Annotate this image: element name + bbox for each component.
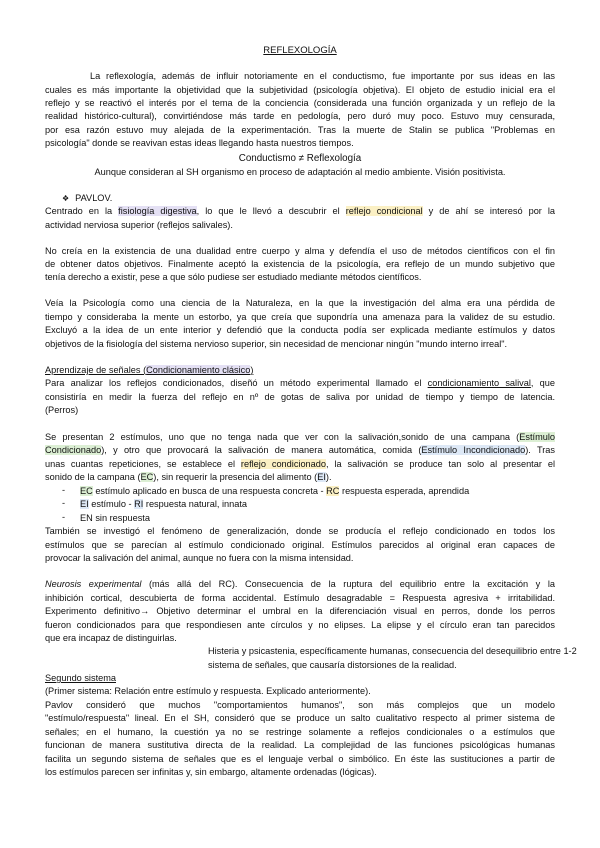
pavlov-p1-line-1: Centrado en la fisiología digestiva, lo que le llevó a descubrir el reflejo condicional y de ahí se interesó por la xyxy=(45,206,555,216)
aprendizaje-p1-line-2: consistiría en medir la fuerza del reflejo en nº de gotas de saliva por unidad de tiempo y tiempo de latencia. xyxy=(45,392,555,402)
segundo-sub: (Primer sistema: Relación entre estímulo y respuesta. Explicado anteriormente). xyxy=(45,686,371,696)
bullet-en: EN sin respuesta xyxy=(80,513,150,523)
aprendizaje-p1-line-3: (Perros) xyxy=(45,405,79,415)
intro-line-2: cuales es más importante la objetividad que la subjetividad (psicología objetiva). El objeto de estudio inicial era el xyxy=(45,85,555,95)
intro-line-4: realidad histórico-cultural), convirtiéndose más tarde en pedología, pero duró muy poco. Estuvo muy censurada, xyxy=(45,111,555,121)
segundo-line-6: los estímulos parecen ser infinitas y, sin embargo, altamente ordenadas (lógicas). xyxy=(45,767,377,777)
neurosis-indent-2: sistema de señales, que causaría distorsiones de la realidad. xyxy=(208,660,457,670)
aunque-line: Aunque consideran al SH organismo en proceso de adaptación al medio ambiente. Visión positivista. xyxy=(94,167,506,177)
bullet-ec: EC estímulo aplicado en busca de una respuesta concreta - RC respuesta esperada, aprendida xyxy=(80,486,470,496)
pavlov-p2-line-2: de obtener datos objetivos. Finalmente aceptó la existencia de la psicología, era reflejo de un mundo subjetivo que xyxy=(45,259,555,269)
aprendizaje-p2-line-2: Condicionado), y otro que provocará la salivación de manera automática, comida (Estímulo Incondicionado). Tras xyxy=(45,445,555,455)
highlight-estimulo-incondicionado: Estímulo Incondicionado xyxy=(421,445,526,455)
segundo-line-5: facilita un segundo sistema de señales que es el lenguaje verbal o simbólico. En éste las sustituciones a partir de xyxy=(45,754,555,764)
highlight-reflejo-condicional: reflejo condicional xyxy=(345,206,423,216)
neurosis-line-5: que era incapaz de distinguirlas. xyxy=(45,633,177,643)
neurosis-line-1: Neurosis experimental (más allá del RC). Consecuencia de la ruptura del equilibrio entre la excitación y la xyxy=(45,579,555,589)
highlight-ei: EI xyxy=(317,472,326,482)
intro-line-3: reflejo y se reactivó el interés por el tema de la conciencia (considerada una función organizada y un reflejo de la xyxy=(45,98,555,108)
neurosis-term: Neurosis experimental xyxy=(45,579,142,589)
highlight-ec: EC xyxy=(140,472,154,482)
pavlov-p3-line-1: Veía la Psicología como una ciencia de la Naturaleza, en la que la investigación del alma era una pérdida de xyxy=(45,298,555,308)
intro-line-5: por esa razón estuvo muy alejada de la experimentación. Tras la muerte de Stalin se publica "Problemas en xyxy=(45,125,555,135)
aprendizaje-p3-line-3: provocar la salivación del animal, aunque no fuera con la misma intensidad. xyxy=(45,553,354,563)
aprendizaje-p1-line-1: Para analizar los reflejos condicionados, diseñó un método experimental llamado el condicionamiento salival, que xyxy=(45,378,555,388)
pavlov-p3-line-3: Excluyó a la idea de un ente interior y defendió que la conducta podía ser explicada mediante estímulos y datos xyxy=(45,325,555,335)
neurosis-line-3: Experimento definitivo→ Objetivo determinar el umbral en la diferenciación visual en perros, donde los perros xyxy=(45,606,555,616)
neurosis-line-2: inhibición cortical, descubierta de forma accidental. Estímulo desagradable = Respuesta agresiva + irritabilidad. xyxy=(45,593,555,603)
highlight-estimulo: Estímulo xyxy=(519,432,555,442)
pavlov-heading-text: PAVLOV. xyxy=(75,193,113,203)
bullet-dash: - xyxy=(62,485,66,495)
highlight-condicionamiento-clasico: Condicionamiento clásico xyxy=(146,365,251,375)
diamond-bullet-icon: ❖ xyxy=(62,194,70,203)
highlight-condicionado: Condicionado xyxy=(45,445,102,455)
aprendizaje-p3-line-1: También se investigó el fenómeno de generalización, donde se producía el reflejo condicionado en todos los xyxy=(45,526,555,536)
pavlov-heading xyxy=(62,192,112,205)
segundo-heading: Segundo sistema xyxy=(45,673,116,683)
segundo-line-3: señales; en el humano, la cuestión ya no se restringe solamente a reflejos condicionales o a estímulos que xyxy=(45,727,555,737)
conductismo-heading: Conductismo ≠ Reflexología xyxy=(238,153,362,164)
neurosis-indent-1: Histeria y psicastenia, específicamente humanas, consecuencia del desequilibrio entre 1-2 xyxy=(208,646,577,656)
aprendizaje-p2-line-3: unas cuantas repeticiones, se establece el reflejo condicionado, la salivación se produce tan solo al presentar el xyxy=(45,459,555,469)
segundo-line-4: funcionan de manera sustitutiva directa de la realidad. La complejidad de las funciones psicológicas humanas xyxy=(45,740,555,750)
pavlov-p2-line-1: No creía en la existencia de una dualidad entre cuerpo y alma y defendía el uso de métodos científicos con el fin xyxy=(45,246,555,256)
condicionamiento-salival: condicionamiento salival xyxy=(427,378,531,388)
page-title: REFLEXOLOGÍA xyxy=(263,45,337,56)
aprendizaje-heading: Aprendizaje de señales (Condicionamiento clásico) xyxy=(45,365,254,375)
pavlov-p1-line-2: actividad nerviosa superior (reflejos salivales). xyxy=(45,220,233,230)
segundo-line-1: Pavlov consideró que muchos "comportamientos humanos", son más complejos que un modelo xyxy=(45,700,555,710)
highlight-reflejo-condicionado: reflejo condicionado xyxy=(240,459,326,469)
pavlov-p3-line-4: objetivos de la fisiología del sistema nervioso superior, sin necesidad de mencionar ningún "mundo interno irreal". xyxy=(45,339,508,349)
highlight-fisiologia: fisiología digestiva xyxy=(118,206,197,216)
segundo-line-2: "estímulo/respuesta" lineal. En el SH, consideró que se produce un salto cualitativo respecto al primer sistema de xyxy=(45,713,555,723)
bullet-dash: - xyxy=(62,512,66,522)
bullet-dash: - xyxy=(62,498,66,508)
pavlov-p2-line-3: tenía derecho a existir, pese a que sólo pudiese ser estudiado mediante métodos científicos. xyxy=(45,272,422,282)
neurosis-line-4: fueron condicionados para que respondiesen ante círculos y no elipses. La elipse y el círculo eran tan parecidos xyxy=(45,620,555,630)
intro-line-1: La reflexología, además de influir notoriamente en el conductismo, fue importante por sus ideas en las xyxy=(90,71,555,81)
pavlov-p3-line-2: tiempo y consideraba la mente un estorbo, ya que creía que supondría una amenaza para la validez de su estudio. xyxy=(45,312,555,322)
aprendizaje-p2-line-1: Se presentan 2 estímulos, uno que no tenga nada que ver con la salivación,sonido de una campana (Estímulo xyxy=(45,432,555,442)
bullet-ei: EI estímulo - RI respuesta natural, innata xyxy=(80,499,248,509)
intro-line-6: psicología" donde se reavivan estas ideas llegando hasta nuestros tiempos. xyxy=(45,138,354,148)
aprendizaje-p2-line-4: sonido de la campana (EC), sin requerir la presencia del alimento (EI). xyxy=(45,472,332,482)
aprendizaje-p3-line-2: estímulos que se parecían al estímulo condicionado original. Estímulos parecidos al original eran capaces de xyxy=(45,540,555,550)
